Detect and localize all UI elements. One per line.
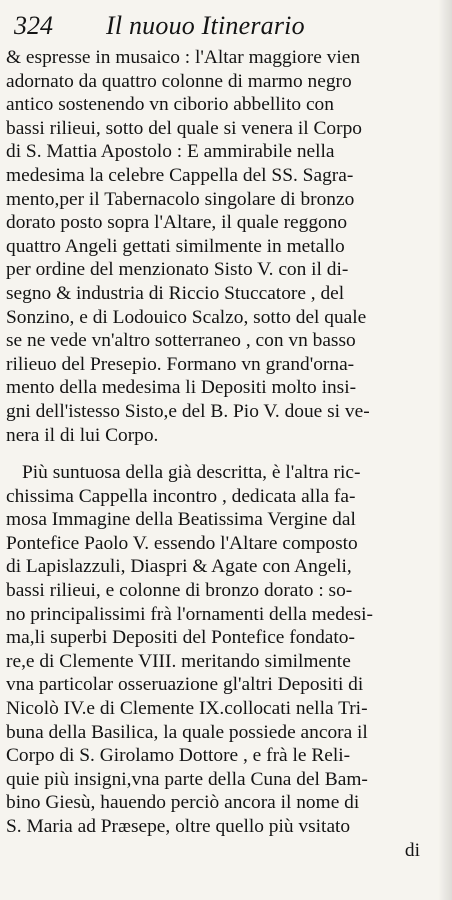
text-line: Nicolò IV.e di Clemente IX.collocati nella Tri-: [6, 698, 368, 720]
text-line: dorato posto sopra l'Altare, il quale reggono: [6, 212, 348, 234]
text-line: no principalissimi frà l'ornamenti della medesi-: [6, 603, 373, 625]
page-header: [14, 10, 434, 42]
text-line: segno & industria di Riccio Stuccatore , del: [6, 282, 345, 304]
text-line: mento della medesima li Depositi molto insi-: [6, 377, 357, 399]
text-line: quattro Angeli gettati similmente in metallo: [6, 235, 345, 257]
text-line: rilieuo del Presepio. Formano vn grand'orna-: [6, 353, 355, 375]
page-gutter-shadow: [438, 0, 452, 900]
text-line: Pontefice Paolo V. essendo l'Altare composto: [6, 532, 358, 554]
paragraph-gap: [6, 447, 424, 461]
text-line: Corpo di S. Girolamo Dottore , e frà le Reli-: [6, 745, 351, 767]
catchword: di: [404, 839, 420, 861]
text-line: gni dell'istesso Sisto,e del B. Pio V. doue si ve-: [6, 400, 370, 422]
text-line: S. Maria ad Præsepe, oltre quello più vsitato: [6, 816, 351, 837]
text-line: bassi rilieui, e colonne di bronzo dorato : so-: [6, 580, 353, 602]
text-line: bassi rilieui, sotto del quale si venera il Corpo: [6, 117, 362, 139]
text-line: di Lapislazzuli, Diaspri & Agate con Angeli,: [6, 556, 352, 578]
text-line: mento,per il Tabernacolo singolare di bronzo: [6, 188, 355, 210]
text-line: Più suntuosa della già descritta, è l'altra ric-: [22, 462, 361, 484]
body-text: [6, 46, 424, 862]
text-line: bino Giesù, hauendo perciò ancora il nome di: [6, 792, 360, 814]
text-line: chissima Cappella incontro , dedicata alla fa-: [6, 485, 356, 507]
text-line: di S. Mattia Apostolo : E ammirabile nella: [6, 141, 335, 163]
text-line: ma,li superbi Depositi del Pontefice fondato-: [6, 627, 355, 649]
text-line: se ne vede vn'altro sotterraneo , con vn basso: [6, 330, 356, 352]
text-line: antico sostenendo vn ciborio abbellito con: [6, 94, 334, 116]
text-line: Sonzino, e di Lodouico Scalzo, sotto del quale: [6, 306, 367, 328]
text-line: & espresse in musaico : l'Altar maggiore vien: [6, 47, 361, 68]
text-line: mosa Immagine della Beatissima Vergine dal: [6, 509, 356, 531]
text-line: buna della Basilica, la quale possiede ancora il: [6, 721, 368, 743]
text-line: vna particolar osseruazione gl'altri Depositi di: [6, 674, 364, 696]
text-line: medesima la celebre Cappella del SS. Sagra-: [6, 164, 354, 186]
text-line: re,e di Clemente VIII. meritando similmente: [6, 650, 351, 672]
text-line: nera il di lui Corpo.: [6, 424, 159, 446]
page-number: 324: [14, 11, 53, 40]
text-line: per ordine del menzionato Sisto V. con il di-: [6, 259, 349, 281]
text-line: adornato da quattro colonne di marmo negro: [6, 70, 352, 92]
text-line: quie più insigni,vna parte della Cuna del Bam-: [6, 768, 368, 790]
running-title: Il nuouo Itinerario: [106, 11, 305, 40]
